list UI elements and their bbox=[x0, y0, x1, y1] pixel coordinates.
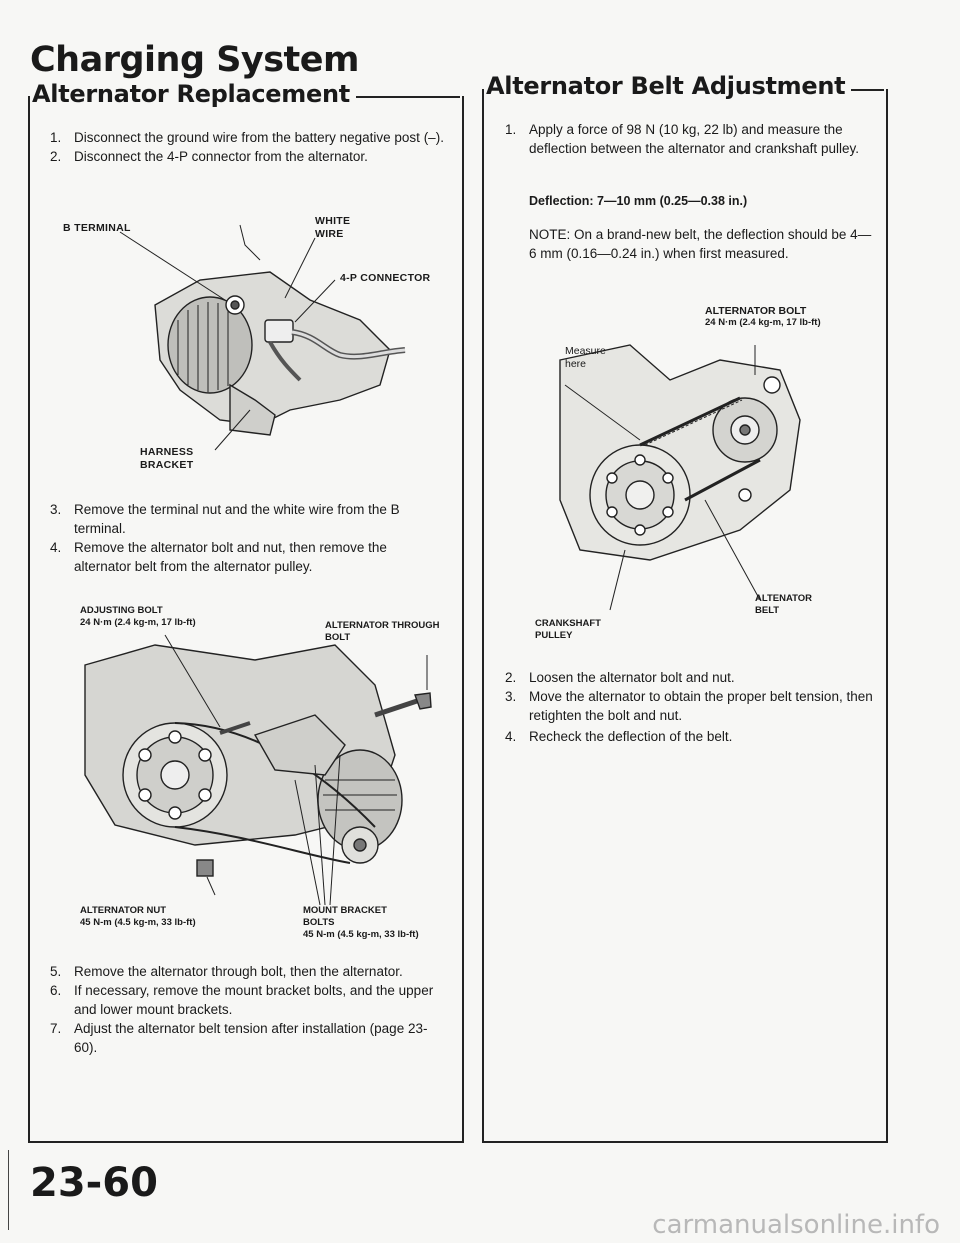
step-text: Remove the alternator bolt and nut, then remove the alternator belt from the alternator pulley. bbox=[74, 540, 387, 574]
step-text: Remove the terminal nut and the white wire from the B terminal. bbox=[74, 502, 400, 536]
adjusting-bolt-torque: 24 N·m (2.4 kg-m, 17 lb-ft) bbox=[80, 617, 196, 628]
watermark: carmanualsonline.info bbox=[652, 1210, 940, 1240]
label-4p-connector: 4-P CONNECTOR bbox=[340, 272, 431, 284]
right-step-3 bbox=[505, 687, 875, 725]
label-alternator-bolt bbox=[705, 305, 821, 329]
alternator-mounting-illustration bbox=[75, 605, 455, 915]
step-number: 2. bbox=[50, 149, 62, 164]
step-number: 4. bbox=[50, 540, 62, 555]
step-number: 3. bbox=[50, 502, 62, 517]
adjusting-bolt-name: ADJUSTING BOLT bbox=[80, 605, 163, 616]
left-section-title: Alternator Replacement bbox=[30, 80, 356, 108]
left-step-7 bbox=[50, 1019, 450, 1057]
step-text: If necessary, remove the mount bracket bolts, and the upper and lower mount brackets. bbox=[74, 983, 434, 1017]
binding-line bbox=[8, 1150, 9, 1230]
page-title: Charging System bbox=[30, 40, 359, 80]
label-alternator-nut bbox=[80, 905, 196, 929]
left-step-3 bbox=[50, 500, 445, 538]
step-text: Move the alternator to obtain the proper belt tension, then retighten the bolt and nut. bbox=[529, 689, 873, 723]
step-number: 6. bbox=[50, 983, 62, 998]
label-crankshaft-pulley: CRANKSHAFT PULLEY bbox=[535, 618, 601, 641]
step-text: Disconnect the ground wire from the battery negative post (–). bbox=[74, 130, 444, 145]
right-steps-bottom bbox=[505, 668, 875, 746]
right-step-2 bbox=[505, 668, 875, 687]
left-step-2 bbox=[50, 147, 445, 166]
step-text: Disconnect the 4-P connector from the alternator. bbox=[74, 149, 368, 164]
deflection-spec: Deflection: 7—10 mm (0.25—0.38 in.) bbox=[529, 194, 748, 208]
left-steps-top bbox=[50, 128, 445, 166]
alternator-nut-name: ALTERNATOR NUT bbox=[80, 905, 167, 916]
right-step-4 bbox=[505, 727, 875, 746]
left-step-6 bbox=[50, 981, 450, 1019]
left-step-5 bbox=[50, 962, 450, 981]
mount-bracket-torque: 45 N-m (4.5 kg-m, 33 lb-ft) bbox=[303, 929, 419, 940]
page-number: 23-60 bbox=[30, 1160, 158, 1206]
mount-bracket-name: MOUNT BRACKET BOLTS bbox=[303, 905, 387, 928]
step-number: 1. bbox=[50, 130, 62, 145]
label-mount-bracket-bolts bbox=[303, 905, 463, 941]
left-steps-middle bbox=[50, 500, 445, 576]
step-number: 1. bbox=[505, 122, 517, 137]
step-text: Loosen the alternator bolt and nut. bbox=[529, 670, 735, 685]
step-text: Adjust the alternator belt tension after installation (page 23-60). bbox=[74, 1021, 428, 1055]
label-adjusting-bolt bbox=[80, 605, 196, 629]
figure-belt-adjustment bbox=[520, 300, 870, 640]
step-text: Apply a force of 98 N (10 kg, 22 lb) and measure the deflection between the alternator and crankshaft pulley. bbox=[529, 122, 859, 156]
label-white-wire: WHITE WIRE bbox=[315, 215, 351, 240]
left-step-4 bbox=[50, 538, 445, 576]
step-number: 5. bbox=[50, 964, 62, 979]
step-number: 4. bbox=[505, 729, 517, 744]
label-measure-here: Measure here bbox=[565, 345, 606, 370]
right-section-title: Alternator Belt Adjustment bbox=[484, 72, 851, 100]
figure-alternator-mounting bbox=[75, 605, 455, 915]
alternator-nut-torque: 45 N-m (4.5 kg-m, 33 lb-ft) bbox=[80, 917, 196, 928]
right-step-1-block bbox=[505, 120, 875, 158]
figure-alternator-connector bbox=[60, 210, 450, 490]
left-steps-bottom bbox=[50, 962, 450, 1057]
new-belt-note: NOTE: On a brand-new belt, the deflection should be 4—6 mm (0.16—0.24 in.) when first measured. bbox=[529, 227, 872, 261]
step-number: 2. bbox=[505, 670, 517, 685]
right-step-1 bbox=[505, 120, 875, 158]
alternator-bolt-name: ALTERNATOR BOLT bbox=[705, 305, 807, 317]
label-alternator-belt: ALTENATOR BELT bbox=[755, 593, 812, 616]
step-number: 3. bbox=[505, 689, 517, 704]
left-step-1 bbox=[50, 128, 445, 147]
label-through-bolt: ALTERNATOR THROUGH BOLT bbox=[325, 620, 440, 643]
label-harness-bracket: HARNESS BRACKET bbox=[140, 446, 194, 471]
alternator-connector-illustration bbox=[60, 210, 450, 490]
step-text: Recheck the deflection of the belt. bbox=[529, 729, 733, 744]
step-text: Remove the alternator through bolt, then the alternator. bbox=[74, 964, 403, 979]
alternator-bolt-torque: 24 N·m (2.4 kg-m, 17 lb-ft) bbox=[705, 317, 821, 328]
label-b-terminal: B TERMINAL bbox=[63, 222, 131, 234]
step-number: 7. bbox=[50, 1021, 62, 1036]
